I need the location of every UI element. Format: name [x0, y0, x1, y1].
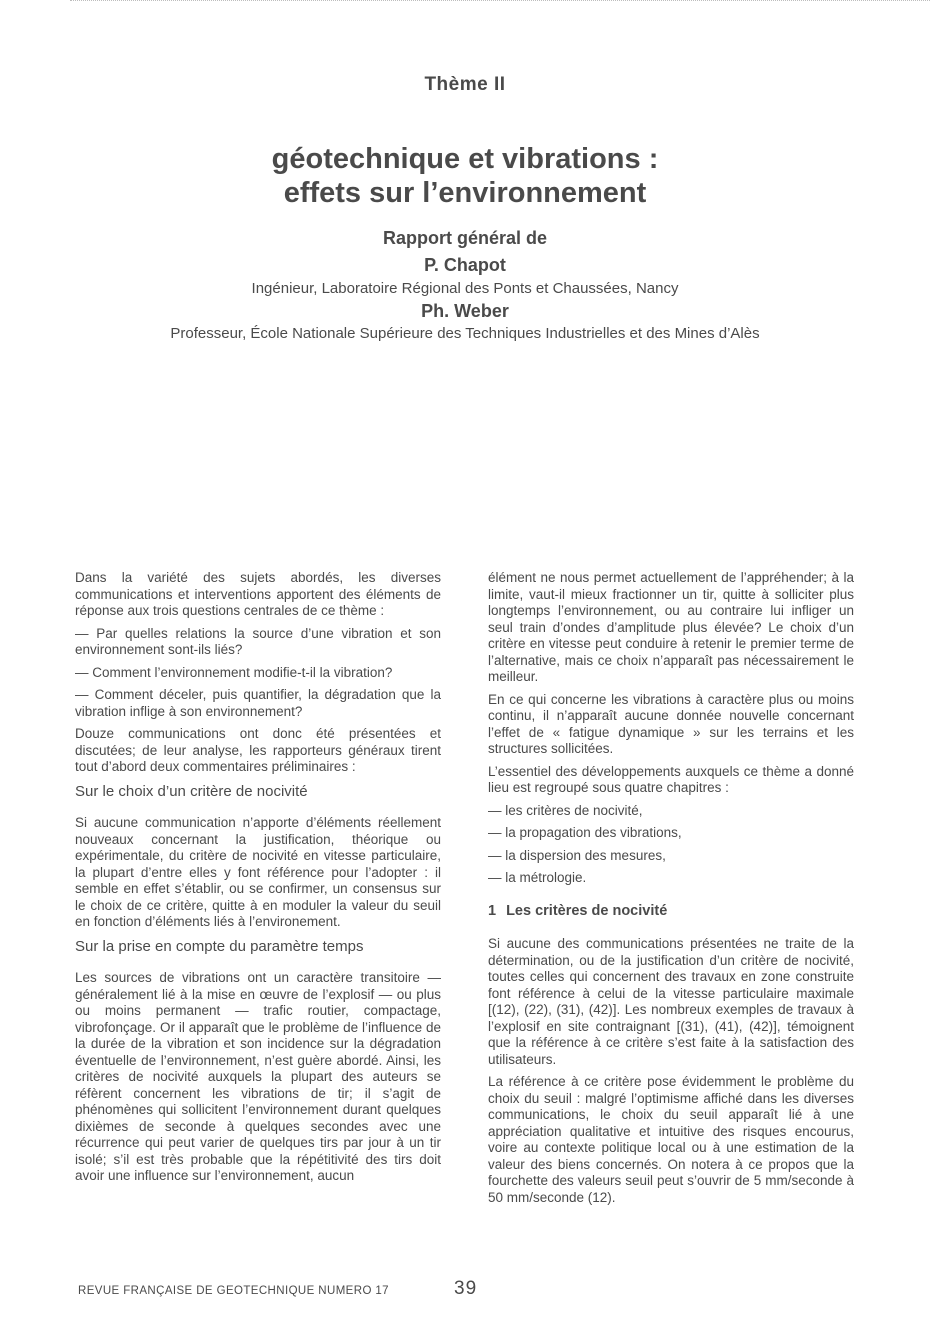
chapter-list-item: — la propagation des vibrations, — [488, 825, 682, 840]
chapter-list-item: — les critères de nocivité, — [488, 802, 643, 818]
chapters-intro-paragraph: L’essentiel des développements auxquels ce thème a donné lieu est regroupé sous quatre chapitres : — [488, 763, 854, 795]
temps-paragraph: Les sources de vibrations ont un caractère transitoire — généralement lié à la mise en œuvre de l’explosif — ou plus ou moins permanent — trafic routier, compactage, vibrofonçage. Or il apparaît que le problème de l’influence de la durée de la vibration et son incidence sur la dégradation éventuelle de l’environnement, n’est guère abordé. Ainsi, les critères de nocivité auxquels la plupart des auteurs se réfèrent concernent les vibrations de tir; il s’agit de phénomènes qui sollicitent l’environnement durant quelques dixièmes de seconde à quelques secondes avec une récurrence qui peut varier de quelques tirs par jour à un tir isolé; s’il est très probable que la répétitivité des tirs doit avoir une influence sur l’environnement, aucun — [75, 970, 441, 1183]
chapter-list-item: — la dispersion des mesures, — [488, 847, 666, 863]
critere-paragraph: Si aucune communication n’apporte d’éléments réellement nouveaux concernant la justification, théorique ou expérimentale, du critère de nocivité en vitesse particulaire, la plupart d’entre elles y font référence pour l’adopter : il semble en effet s’établir, ou se confirmer, un consensus sur le choix de ce critère, quitte à en moduler la valeur du seuil en fonction d’éléments liés à l’environement. — [75, 815, 441, 929]
page-number: 39 — [454, 1278, 478, 1299]
footer-journal-name: REVUE FRANÇAISE DE GEOTECHNIQUE NUMERO 17 — [78, 1285, 389, 1297]
page-title — [0, 142, 930, 210]
question-3: — Comment déceler, puis quantifier, la dégradation que la vibration inflige à son environnement? — [75, 687, 441, 719]
intro-paragraph: Dans la variété des sujets abordés, les diverses communications et interventions apportent des éléments de réponse aux trois questions centrales de ce thème : — [75, 570, 441, 618]
theme-heading: Thème II — [424, 74, 506, 95]
title-line-2: effets sur l’environnement — [283, 177, 647, 209]
chapter-list-item: — la métrologie. — [488, 870, 587, 885]
section-heading-1 — [488, 903, 854, 920]
report-label: Rapport général de — [382, 228, 548, 248]
section-title: Les critères de nocivité — [506, 902, 668, 919]
title-line-1: géotechnique et vibrations : — [271, 143, 659, 175]
question-2: — Comment l’environnement modifie-t-il la vibration? — [75, 664, 393, 680]
question-1: — Par quelles relations la source d’une vibration et son environnement sont-ils liés? — [75, 625, 441, 657]
subheading-temps: Sur la prise en compte du paramètre temps — [75, 937, 364, 955]
top-border-rule — [70, 0, 930, 3]
vibrations-continues-paragraph: En ce qui concerne les vibrations à caractère plus ou moins continu, il n’apparaît aucune donnée nouvelle concernant l’effet de « fatigue dynamique » sur les terrains et les structures sollicitées. — [488, 691, 854, 756]
seuil-paragraph: La référence à ce critère pose évidemment le problème du choix du seuil : malgré l’optimisme affiché dans les diverses communications, le choix du seuil apparaît lié à une appréciation qualitative et intuitive des risques encourus, voire au contexte politique local ou à une estimation de la valeur des biens concernés. On notera à ce propos que la fourchette des valeurs seuil peut s’ouvrir de 5 mm/seconde à 50 mm/seconde (12). — [488, 1074, 854, 1205]
criteres-paragraph: Si aucune des communications présentées ne traite de la détermination, ou de la justification d’un critère de nocivité, toutes celles qui concernent des travaux en zone construite font référence à celui de la vitesse particulaire maximale [(12), (22), (31), (42)]. Les nombreux exemples de travaux à l’explosif en site contraignant [(31), (41), (42)], témoignent que la référence à ce critère s’est faite à la satisfaction des utilisateurs. — [488, 936, 854, 1067]
author-name-1: P. Chapot — [424, 255, 506, 275]
continuation-paragraph: élément ne nous permet actuellement de l’appréhender; à la limite, vaut-il mieux fractionner un tir, quitte à solliciter plus longtemps l’environnement, ou au contraire lui infliger un seul train d’ondes d’amplitude plus élevée? Le choix d’un critère en vitesse peut conduire à retenir le premier terme de l’alternative, mais ce choix n’apparaît pas nécessairement le meilleur. — [488, 570, 854, 684]
left-column — [75, 570, 441, 1191]
author-affiliation-1: Ingénieur, Laboratoire Régional des Ponts et Chaussées, Nancy — [251, 280, 679, 297]
author-name-2: Ph. Weber — [421, 301, 509, 321]
author-affiliation-2: Professeur, École Nationale Supérieure des Techniques Industrielles et des Mines d’Alès — [170, 325, 760, 342]
section-number: 1 — [488, 902, 497, 919]
right-column — [488, 570, 854, 1212]
subheading-critere: Sur le choix d’un critère de nocivité — [75, 782, 308, 800]
preliminary-paragraph: Douze communications ont donc été présentées et discutées; de leur analyse, les rapporteurs généraux tirent tout d’abord deux commentaires préliminaires : — [75, 726, 441, 774]
